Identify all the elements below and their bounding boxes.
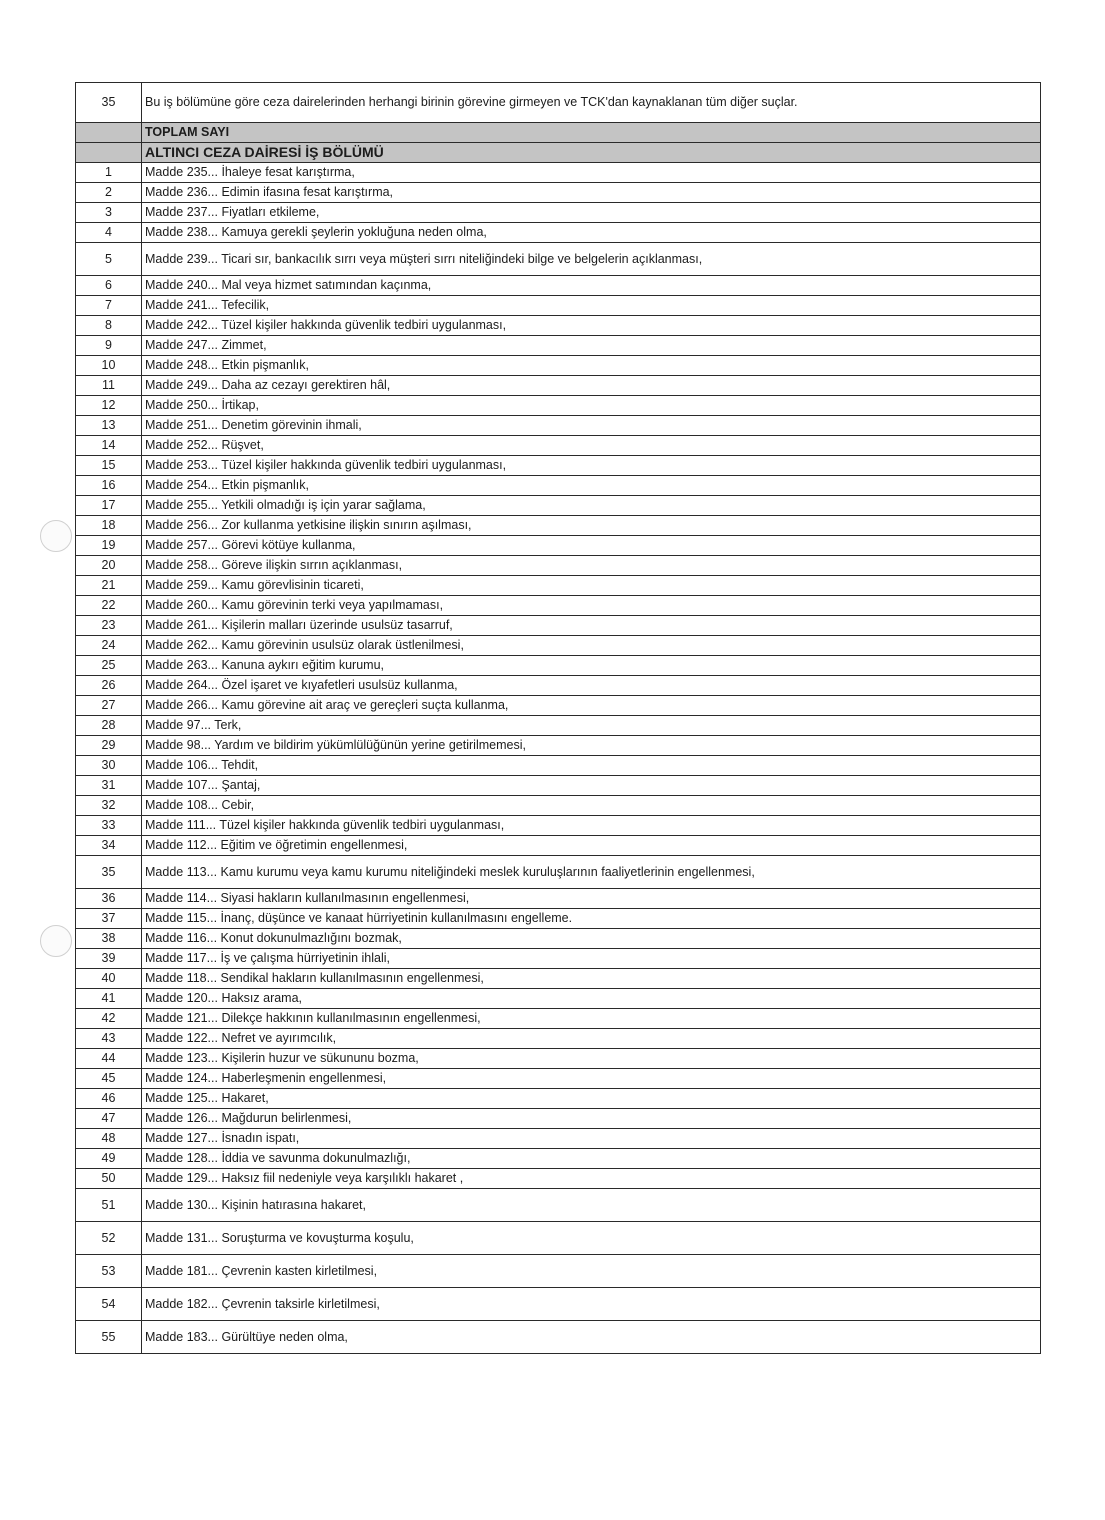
row-number: 1	[76, 163, 142, 183]
row-text: Madde 251... Denetim görevinin ihmali,	[142, 416, 1041, 436]
row-text: Madde 124... Haberleşmenin engellenmesi,	[142, 1069, 1041, 1089]
row-text: Madde 248... Etkin pişmanlık,	[142, 356, 1041, 376]
row-text: Madde 240... Mal veya hizmet satımından kaçınma,	[142, 276, 1041, 296]
table-row	[76, 556, 1041, 576]
row-number: 6	[76, 276, 142, 296]
row-text: Madde 111... Tüzel kişiler hakkında güvenlik tedbiri uygulanması,	[142, 816, 1041, 836]
row-text: Madde 236... Edimin ifasına fesat karıştırma,	[142, 183, 1041, 203]
row-text: Madde 114... Siyasi hakların kullanılmasının engellenmesi,	[142, 889, 1041, 909]
row-number: 30	[76, 756, 142, 776]
table-row	[76, 536, 1041, 556]
table-row	[76, 949, 1041, 969]
row-number: 9	[76, 336, 142, 356]
row-number: 16	[76, 476, 142, 496]
row-text: Madde 260... Kamu görevinin terki veya yapılmaması,	[142, 596, 1041, 616]
row-text: Madde 259... Kamu görevlisinin ticareti,	[142, 576, 1041, 596]
punch-hole-mark	[40, 925, 72, 957]
row-number: 25	[76, 656, 142, 676]
row-text: Madde 258... Göreve ilişkin sırrın açıklanması,	[142, 556, 1041, 576]
row-number	[76, 123, 142, 143]
row-number: 27	[76, 696, 142, 716]
table-row	[76, 456, 1041, 476]
row-number: 8	[76, 316, 142, 336]
row-number: 24	[76, 636, 142, 656]
table-row	[76, 796, 1041, 816]
table-row	[76, 636, 1041, 656]
row-number: 33	[76, 816, 142, 836]
table-row	[76, 696, 1041, 716]
row-number: 23	[76, 616, 142, 636]
row-text: Madde 183... Gürültüye neden olma,	[142, 1321, 1041, 1354]
row-number: 47	[76, 1109, 142, 1129]
row-text: Madde 125... Hakaret,	[142, 1089, 1041, 1109]
row-text: Madde 253... Tüzel kişiler hakkında güvenlik tedbiri uygulanması,	[142, 456, 1041, 476]
table-row	[76, 1222, 1041, 1255]
row-number: 3	[76, 203, 142, 223]
row-number: 15	[76, 456, 142, 476]
table-row	[76, 1109, 1041, 1129]
table-row	[76, 316, 1041, 336]
table-row	[76, 1288, 1041, 1321]
row-text: Madde 262... Kamu görevinin usulsüz olarak üstlenilmesi,	[142, 636, 1041, 656]
table-row	[76, 416, 1041, 436]
punch-hole-mark	[40, 520, 72, 552]
table-row	[76, 296, 1041, 316]
table-row	[76, 1129, 1041, 1149]
row-number: 5	[76, 243, 142, 276]
row-number: 21	[76, 576, 142, 596]
row-text: Madde 257... Görevi kötüye kullanma,	[142, 536, 1041, 556]
table-row	[76, 889, 1041, 909]
row-number: 28	[76, 716, 142, 736]
table-row	[76, 1069, 1041, 1089]
table-row	[76, 1089, 1041, 1109]
row-text: Madde 123... Kişilerin huzur ve sükununu bozma,	[142, 1049, 1041, 1069]
row-number: 31	[76, 776, 142, 796]
row-text: Madde 249... Daha az cezayı gerektiren hâl,	[142, 376, 1041, 396]
row-number: 51	[76, 1189, 142, 1222]
table-row	[76, 396, 1041, 416]
row-text: Madde 121... Dilekçe hakkının kullanılmasının engellenmesi,	[142, 1009, 1041, 1029]
table-row	[76, 436, 1041, 456]
row-text: Madde 182... Çevrenin taksirle kirletilmesi,	[142, 1288, 1041, 1321]
row-number: 41	[76, 989, 142, 1009]
table-row	[76, 616, 1041, 636]
row-text: Madde 247... Zimmet,	[142, 336, 1041, 356]
row-number: 19	[76, 536, 142, 556]
row-text: Madde 108... Cebir,	[142, 796, 1041, 816]
row-number: 2	[76, 183, 142, 203]
table-row	[76, 909, 1041, 929]
table-row	[76, 596, 1041, 616]
table-row	[76, 716, 1041, 736]
row-text: Madde 98... Yardım ve bildirim yükümlülüğünün yerine getirilmemesi,	[142, 736, 1041, 756]
row-text: Madde 97... Terk,	[142, 716, 1041, 736]
row-text: Madde 252... Rüşvet,	[142, 436, 1041, 456]
row-text: Madde 118... Sendikal hakların kullanılmasının engellenmesi,	[142, 969, 1041, 989]
row-text: Madde 131... Soruşturma ve kovuşturma koşulu,	[142, 1222, 1041, 1255]
table-row	[76, 816, 1041, 836]
row-text: Madde 107... Şantaj,	[142, 776, 1041, 796]
table-row	[76, 836, 1041, 856]
row-text: Madde 130... Kişinin hatırasına hakaret,	[142, 1189, 1041, 1222]
table-row	[76, 989, 1041, 1009]
row-number	[76, 143, 142, 163]
table-row	[76, 856, 1041, 889]
table-row	[76, 496, 1041, 516]
row-text: Madde 117... İş ve çalışma hürriyetinin ihlali,	[142, 949, 1041, 969]
row-text: Madde 235... İhaleye fesat karıştırma,	[142, 163, 1041, 183]
table-row	[76, 1009, 1041, 1029]
row-text: Madde 237... Fiyatları etkileme,	[142, 203, 1041, 223]
row-text: Madde 242... Tüzel kişiler hakkında güvenlik tedbiri uygulanması,	[142, 316, 1041, 336]
work-division-table	[75, 82, 1041, 1354]
row-number: 36	[76, 889, 142, 909]
table-body	[76, 83, 1041, 1354]
row-number: 37	[76, 909, 142, 929]
row-text: Madde 239... Ticari sır, bankacılık sırrı veya müşteri sırrı niteliğindeki bilge ve belgelerin açıklanması,	[142, 243, 1041, 276]
row-number: 17	[76, 496, 142, 516]
row-number: 49	[76, 1149, 142, 1169]
table-row	[76, 336, 1041, 356]
row-text: Madde 116... Konut dokunulmazlığını bozmak,	[142, 929, 1041, 949]
table-row	[76, 83, 1041, 123]
row-number: 54	[76, 1288, 142, 1321]
table-row	[76, 163, 1041, 183]
total-label: TOPLAM SAYI	[142, 123, 1041, 143]
table-row	[76, 1029, 1041, 1049]
total-row	[76, 123, 1041, 143]
row-number: 48	[76, 1129, 142, 1149]
row-number: 52	[76, 1222, 142, 1255]
row-number: 29	[76, 736, 142, 756]
row-text: Madde 122... Nefret ve ayırımcılık,	[142, 1029, 1041, 1049]
row-text: Madde 266... Kamu görevine ait araç ve gereçleri suçta kullanma,	[142, 696, 1041, 716]
table-row	[76, 376, 1041, 396]
row-text: Madde 263... Kanuna aykırı eğitim kurumu,	[142, 656, 1041, 676]
row-number: 14	[76, 436, 142, 456]
row-number: 35	[76, 83, 142, 123]
row-text: Madde 264... Özel işaret ve kıyafetleri usulsüz kullanma,	[142, 676, 1041, 696]
table-row	[76, 476, 1041, 496]
table-row	[76, 756, 1041, 776]
row-number: 34	[76, 836, 142, 856]
row-number: 20	[76, 556, 142, 576]
row-number: 13	[76, 416, 142, 436]
row-text: Madde 238... Kamuya gerekli şeylerin yokluğuna neden olma,	[142, 223, 1041, 243]
row-number: 50	[76, 1169, 142, 1189]
table-row	[76, 516, 1041, 536]
table-row	[76, 1049, 1041, 1069]
table-row	[76, 183, 1041, 203]
row-number: 11	[76, 376, 142, 396]
row-number: 35	[76, 856, 142, 889]
row-text: Madde 261... Kişilerin malları üzerinde usulsüz tasarruf,	[142, 616, 1041, 636]
table-row	[76, 676, 1041, 696]
row-number: 18	[76, 516, 142, 536]
table-row	[76, 243, 1041, 276]
table-row	[76, 203, 1041, 223]
row-number: 44	[76, 1049, 142, 1069]
row-number: 4	[76, 223, 142, 243]
row-text: Madde 256... Zor kullanma yetkisine ilişkin sınırın aşılması,	[142, 516, 1041, 536]
row-number: 43	[76, 1029, 142, 1049]
row-number: 46	[76, 1089, 142, 1109]
table-row	[76, 223, 1041, 243]
row-number: 45	[76, 1069, 142, 1089]
row-number: 53	[76, 1255, 142, 1288]
row-text: Madde 127... İsnadın ispatı,	[142, 1129, 1041, 1149]
section-header-row	[76, 143, 1041, 163]
table-row	[76, 1321, 1041, 1354]
section-title: ALTINCI CEZA DAİRESİ İŞ BÖLÜMÜ	[142, 143, 1041, 163]
row-text: Madde 112... Eğitim ve öğretimin engellenmesi,	[142, 836, 1041, 856]
row-number: 12	[76, 396, 142, 416]
row-text: Madde 250... İrtikap,	[142, 396, 1041, 416]
row-number: 26	[76, 676, 142, 696]
table-row	[76, 276, 1041, 296]
table-row	[76, 356, 1041, 376]
table-row	[76, 656, 1041, 676]
row-text: Madde 106... Tehdit,	[142, 756, 1041, 776]
row-text: Madde 120... Haksız arama,	[142, 989, 1041, 1009]
row-text: Madde 255... Yetkili olmadığı iş için yarar sağlama,	[142, 496, 1041, 516]
row-text: Madde 241... Tefecilik,	[142, 296, 1041, 316]
table-row	[76, 1255, 1041, 1288]
table-row	[76, 1149, 1041, 1169]
row-text: Madde 129... Haksız fiil nedeniyle veya karşılıklı hakaret ,	[142, 1169, 1041, 1189]
table-row	[76, 969, 1041, 989]
row-number: 38	[76, 929, 142, 949]
row-number: 10	[76, 356, 142, 376]
row-text: Madde 115... İnanç, düşünce ve kanaat hürriyetinin kullanılmasını engelleme.	[142, 909, 1041, 929]
row-text: Madde 128... İddia ve savunma dokunulmazlığı,	[142, 1149, 1041, 1169]
table-row	[76, 736, 1041, 756]
table-row	[76, 776, 1041, 796]
table-row	[76, 1169, 1041, 1189]
row-number: 55	[76, 1321, 142, 1354]
row-text: Madde 254... Etkin pişmanlık,	[142, 476, 1041, 496]
table-row	[76, 1189, 1041, 1222]
row-number: 32	[76, 796, 142, 816]
row-number: 7	[76, 296, 142, 316]
row-text: Bu iş bölümüne göre ceza dairelerinden herhangi birinin görevine girmeyen ve TCK'dan kaynaklanan tüm diğer suçlar.	[142, 83, 1041, 123]
row-number: 39	[76, 949, 142, 969]
row-text: Madde 113... Kamu kurumu veya kamu kurumu niteliğindeki meslek kuruluşlarının faaliyetlerinin engellenmesi,	[142, 856, 1041, 889]
row-number: 42	[76, 1009, 142, 1029]
row-number: 22	[76, 596, 142, 616]
table-row	[76, 929, 1041, 949]
row-text: Madde 126... Mağdurun belirlenmesi,	[142, 1109, 1041, 1129]
row-text: Madde 181... Çevrenin kasten kirletilmesi,	[142, 1255, 1041, 1288]
table-row	[76, 576, 1041, 596]
row-number: 40	[76, 969, 142, 989]
